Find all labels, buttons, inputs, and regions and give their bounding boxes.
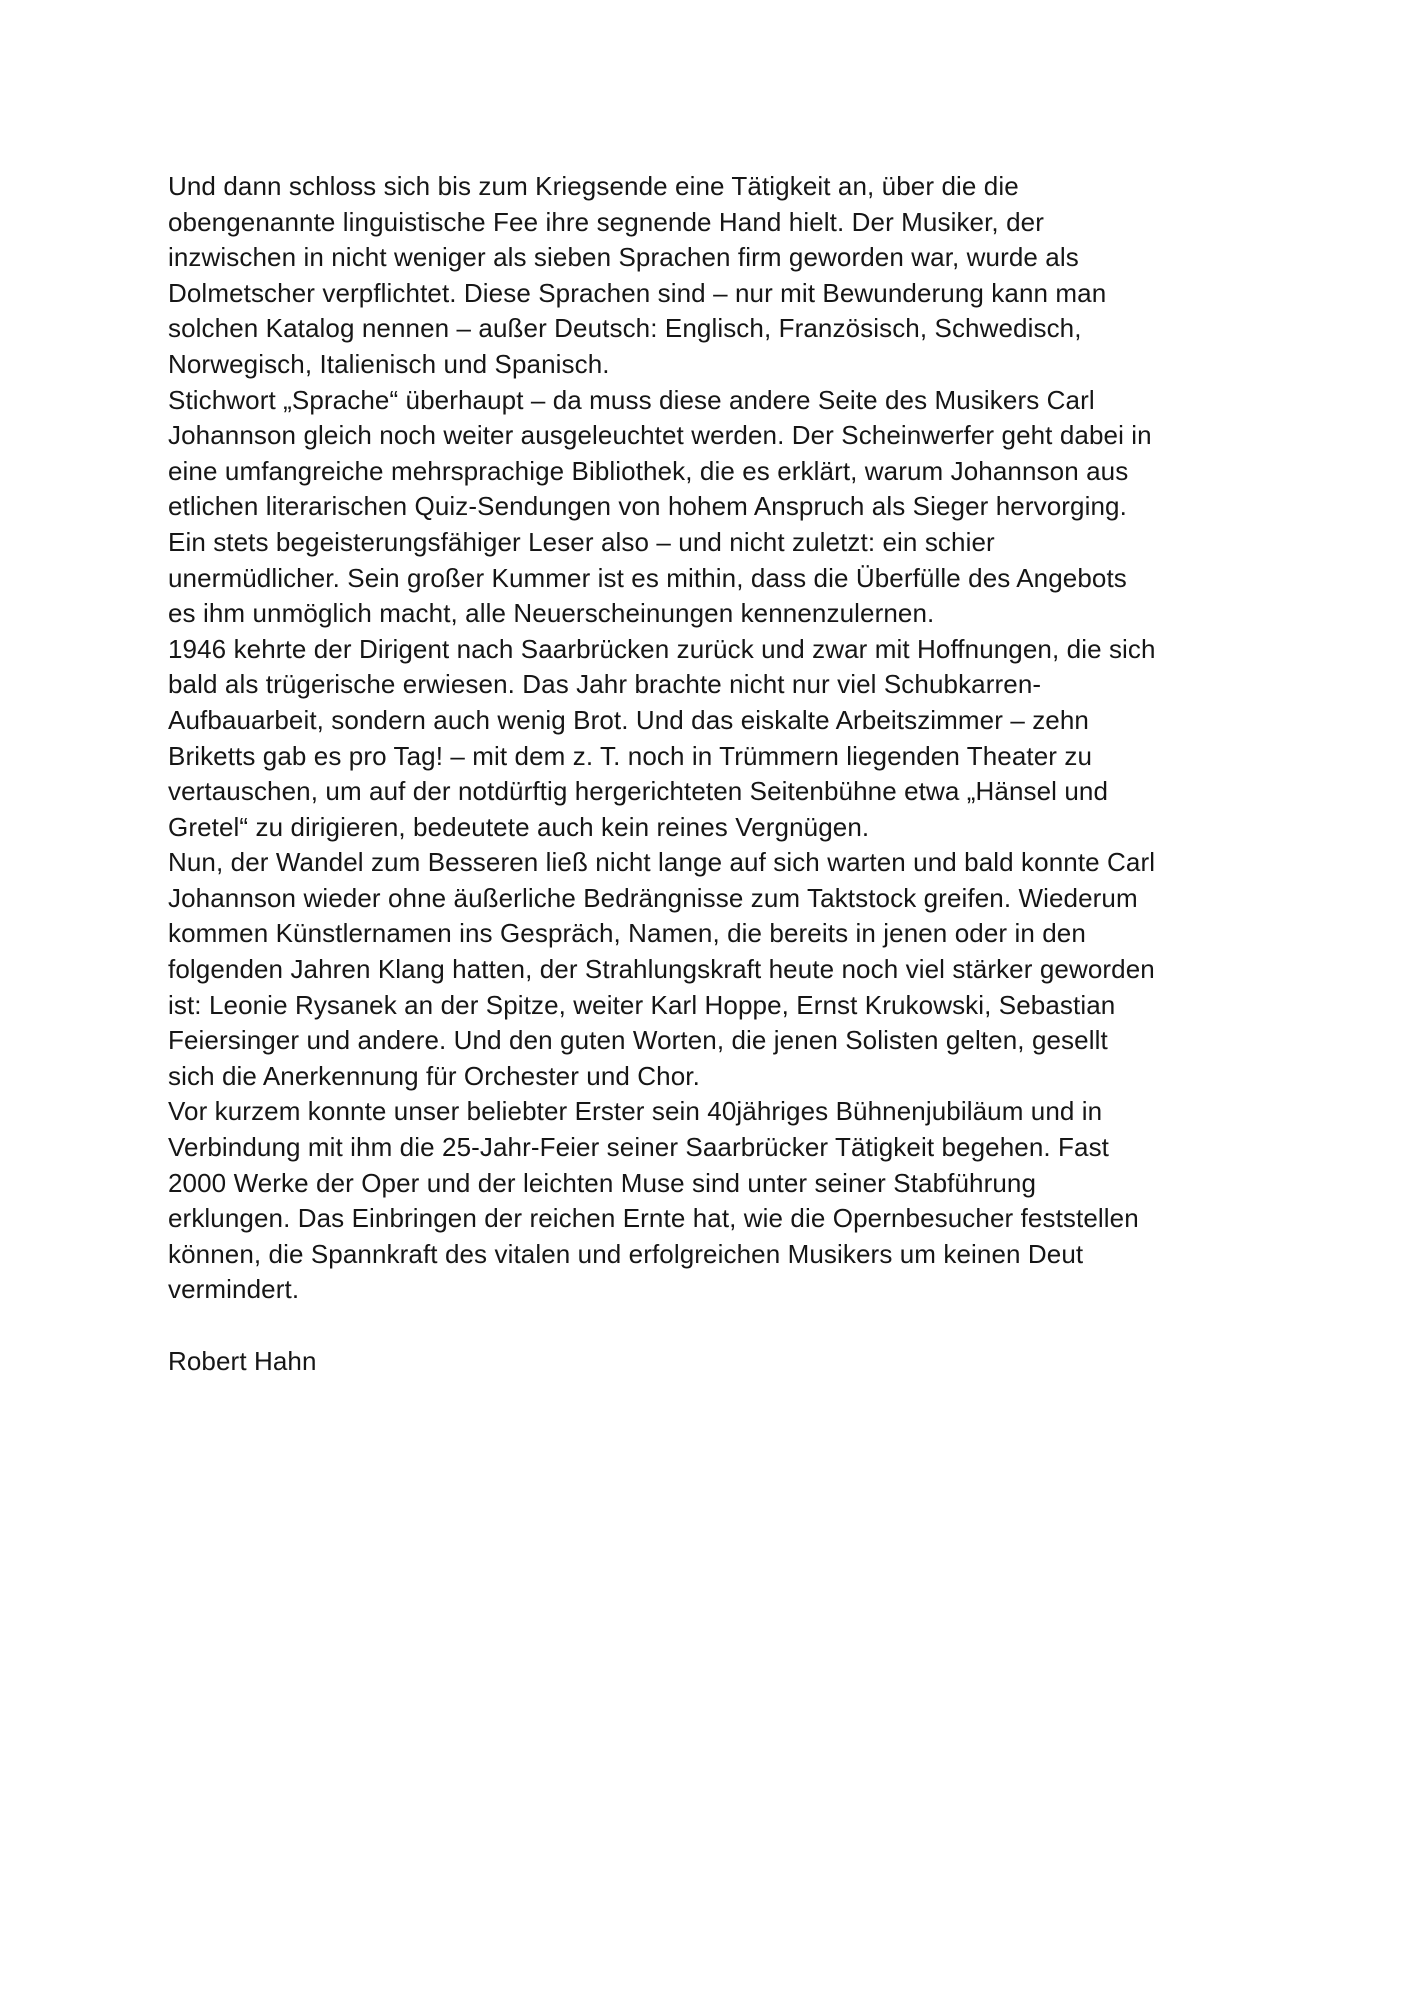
text-line: Dolmetscher verpflichtet. Diese Sprachen sind – nur mit Bewunderung kann man — [168, 277, 1107, 308]
text-line: Ein stets begeisterungsfähiger Leser also – und nicht zuletzt: ein schier — [168, 526, 995, 557]
text-line: ist: Leonie Rysanek an der Spitze, weiter Karl Hoppe, Ernst Krukowski, Sebastian — [168, 989, 1116, 1020]
text-line: es ihm unmöglich macht, alle Neuerscheinungen kennenzulernen. — [168, 598, 935, 629]
text-line: können, die Spannkraft des vitalen und erfolgreichen Musikers um keinen Deut — [168, 1238, 1084, 1269]
text-line: Stichwort „Sprache“ überhaupt – da muss diese andere Seite des Musikers Carl — [168, 384, 1095, 415]
text-line: 1946 kehrte der Dirigent nach Saarbrücken zurück und zwar mit Hoffnungen, die sich — [168, 633, 1156, 664]
text-line: Vor kurzem konnte unser beliebter Erster sein 40jähriges Bühnenjubiläum und in — [168, 1096, 1103, 1127]
text-line: solchen Katalog nennen – außer Deutsch: Englisch, Französisch, Schwedisch, — [168, 313, 1082, 344]
text-line: Norwegisch, Italienisch und Spanisch. — [168, 348, 610, 379]
text-line: Johannson wieder ohne äußerliche Bedrängnisse zum Taktstock greifen. Wiederum — [168, 882, 1138, 913]
text-line: bald als trügerische erwiesen. Das Jahr brachte nicht nur viel Schubkarren- — [168, 669, 1042, 700]
text-line: sich die Anerkennung für Orchester und Chor. — [168, 1060, 700, 1091]
text-line: Und dann schloss sich bis zum Kriegsende eine Tätigkeit an, über die die — [168, 171, 1019, 201]
text-line: Aufbauarbeit, sondern auch wenig Brot. Und das eiskalte Arbeitszimmer – zehn — [168, 704, 1089, 735]
text-line: Verbindung mit ihm die 25-Jahr-Feier seiner Saarbrücker Tätigkeit begehen. Fast — [168, 1132, 1110, 1163]
text-line: unermüdlicher. Sein großer Kummer ist es mithin, dass die Überfülle des Angebots — [168, 562, 1127, 593]
text-line: vertauschen, um auf der notdürftig hergerichteten Seitenbühne etwa „Hänsel und — [168, 776, 1109, 807]
text-line: Briketts gab es pro Tag! – mit dem z. T. noch in Trümmern liegenden Theater zu — [168, 740, 1093, 771]
text-line: Johannson gleich noch weiter ausgeleuchtet werden. Der Scheinwerfer geht dabei in — [168, 420, 1152, 451]
text-line: eine umfangreiche mehrsprachige Bibliothek, die es erklärt, warum Johannson aus — [168, 455, 1129, 486]
text-line: inzwischen in nicht weniger als sieben Sprachen firm geworden war, wurde als — [168, 242, 1079, 273]
text-line: kommen Künstlernamen ins Gespräch, Namen, die bereits in jenen oder in den — [168, 918, 1086, 949]
text-line: 2000 Werke der Oper und der leichten Muse sind unter seiner Stabführung — [168, 1167, 1037, 1198]
text-line: Feiersinger und andere. Und den guten Worten, die jenen Solisten gelten, gesellt — [168, 1025, 1108, 1056]
text-line: vermindert. — [168, 1274, 300, 1305]
signature-line: Robert Hahn — [168, 1346, 317, 1376]
text-line: Nun, der Wandel zum Besseren ließ nicht lange auf sich warten und bald konnte Carl — [168, 847, 1156, 878]
text-line: erklungen. Das Einbringen der reichen Ernte hat, wie die Opernbesucher feststellen — [168, 1203, 1139, 1234]
document-body-text — [168, 169, 1358, 1308]
text-line: etlichen literarischen Quiz-Sendungen von hohem Anspruch als Sieger hervorging. — [168, 491, 1127, 522]
text-line: Gretel“ zu dirigieren, bedeutete auch kein reines Vergnügen. — [168, 811, 870, 842]
text-line: obengenannte linguistische Fee ihre segnende Hand hielt. Der Musiker, der — [168, 206, 1044, 237]
text-line: folgenden Jahren Klang hatten, der Strahlungskraft heute noch viel stärker geworden — [168, 954, 1155, 985]
